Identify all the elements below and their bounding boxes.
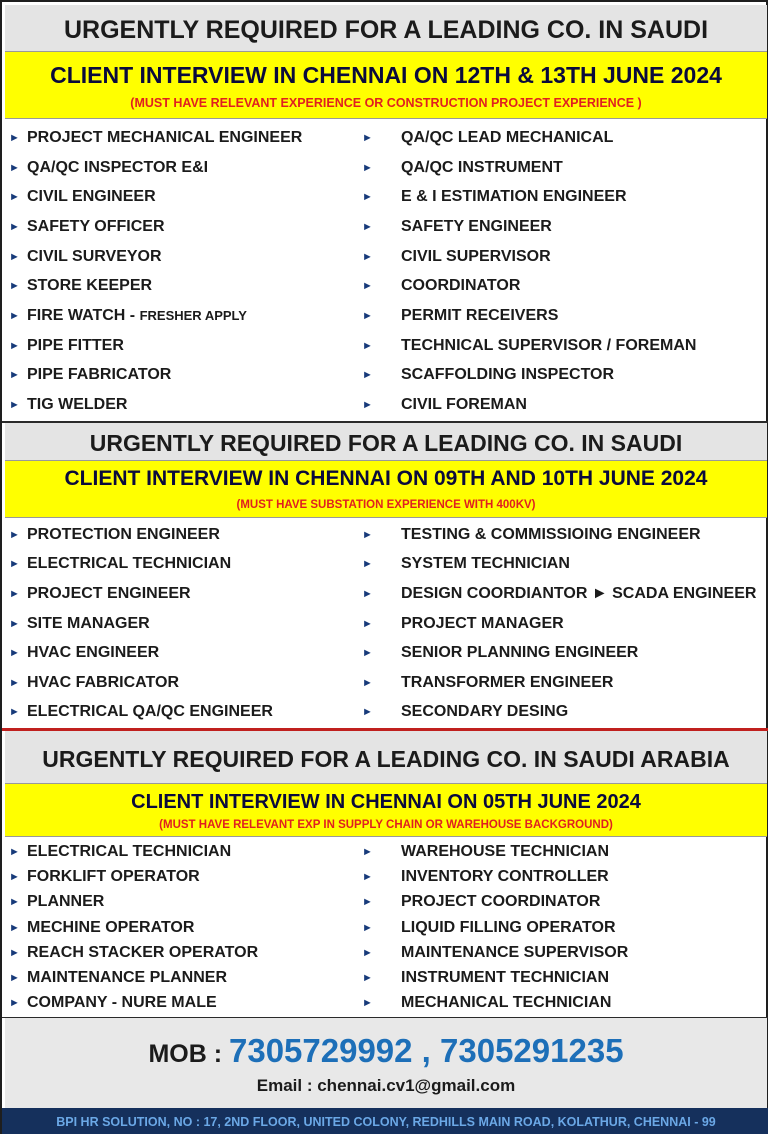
bullet-icon: ► xyxy=(362,706,373,719)
requirement-note: (MUST HAVE RELEVANT EXP IN SUPPLY CHAIN OR WAREHOUSE BACKGROUND) xyxy=(159,819,613,831)
job-item: ► REACH STACKER OPERATOR xyxy=(9,943,259,961)
bullet-icon: ► xyxy=(362,399,373,412)
job-item: ► MAINTENANCE SUPERVISOR xyxy=(362,943,629,961)
bullet-icon: ► xyxy=(9,399,20,412)
bullet-icon: ► xyxy=(9,997,20,1010)
bullet-icon: ► xyxy=(9,220,20,233)
interview-banner xyxy=(5,51,767,119)
bullet-icon: ► xyxy=(362,845,373,858)
bullet-icon: ► xyxy=(362,587,373,600)
job-item: ► PROJECT MECHANICAL ENGINEER xyxy=(9,128,303,146)
bullet-icon: ► xyxy=(362,997,373,1010)
job-item: ► E & I ESTIMATION ENGINEER xyxy=(362,188,627,206)
job-item: ► QA/QC INSPECTOR E&I xyxy=(9,158,209,176)
bullet-icon: ► xyxy=(362,131,373,144)
job-item: ► PIPE FITTER xyxy=(9,336,124,354)
bullet-icon: ► xyxy=(9,309,20,322)
job-item: ► COORDINATOR xyxy=(362,277,521,295)
bullet-icon: ► xyxy=(9,369,20,382)
job-item: ► QA/QC LEAD MECHANICAL xyxy=(362,128,614,146)
bullet-icon: ► xyxy=(362,528,373,541)
bullet-icon: ► xyxy=(362,369,373,382)
mobile-numbers[interactable]: 7305729992 , 7305291235 xyxy=(228,1032,624,1069)
job-item: ► HVAC ENGINEER xyxy=(9,644,160,662)
bullet-icon: ► xyxy=(362,921,373,934)
job-column-right xyxy=(362,520,767,727)
job-item: ► DESIGN COORDIANTOR ► SCADA ENGINEER xyxy=(362,584,757,602)
job-item: ► INVENTORY CONTROLLER xyxy=(362,867,609,885)
job-item: ► TECHNICAL SUPERVISOR / FOREMAN xyxy=(362,336,697,354)
job-list xyxy=(5,518,767,726)
fresher-apply-note: FRESHER APPLY xyxy=(139,308,247,324)
job-item: ► CIVIL SUPERVISOR xyxy=(362,247,551,265)
job-item: ► SAFETY OFFICER xyxy=(9,217,165,235)
job-item: ► MECHINE OPERATOR xyxy=(9,918,195,936)
interview-date: CLIENT INTERVIEW IN CHENNAI ON 05TH JUNE 2024 xyxy=(131,791,641,813)
job-item: ► PROJECT MANAGER xyxy=(362,614,564,632)
bullet-icon: ► xyxy=(9,587,20,600)
mobile-label: MOB : xyxy=(148,1040,229,1068)
bullet-icon: ► xyxy=(9,617,20,630)
section-saudi-2 xyxy=(5,423,767,728)
bullet-icon: ► xyxy=(9,706,20,719)
interview-date: CLIENT INTERVIEW IN CHENNAI ON 12TH & 13TH JUNE 2024 xyxy=(50,62,722,88)
requirement-note: (MUST HAVE RELEVANT EXPERIENCE OR CONSTRUCTION PROJECT EXPERIENCE ) xyxy=(130,96,642,110)
section-title: URGENTLY REQUIRED FOR A LEADING CO. IN SAUDI ARABIA xyxy=(5,731,767,783)
bullet-icon: ► xyxy=(9,131,20,144)
bullet-icon: ► xyxy=(362,972,373,985)
bullet-icon: ► xyxy=(9,191,20,204)
job-list xyxy=(5,837,767,1015)
job-item: ► SCAFFOLDING INSPECTOR xyxy=(362,366,615,384)
interview-banner xyxy=(5,460,767,518)
job-item: ► STORE KEEPER xyxy=(9,277,153,295)
job-item: ► QA/QC INSTRUMENT xyxy=(362,158,563,176)
job-item: ► CIVIL ENGINEER xyxy=(9,188,156,206)
job-item: ► PIPE FABRICATOR xyxy=(9,366,172,384)
interview-date: CLIENT INTERVIEW IN CHENNAI ON 09TH AND 10TH JUNE 2024 xyxy=(64,467,708,490)
bullet-icon: ► xyxy=(362,250,373,263)
job-item: ► MAINTENANCE PLANNER xyxy=(9,969,227,987)
job-list xyxy=(5,119,767,417)
section-title: URGENTLY REQUIRED FOR A LEADING CO. IN SAUDI xyxy=(5,5,767,51)
bullet-icon: ► xyxy=(9,870,20,883)
job-item: ► TRANSFORMER ENGINEER xyxy=(362,673,614,691)
bullet-icon: ► xyxy=(9,558,20,571)
job-item: ► SECONDARY DESING xyxy=(362,703,569,721)
interview-banner xyxy=(5,783,767,837)
job-item: ► ELECTRICAL TECHNICIAN xyxy=(9,842,232,860)
contact-block xyxy=(5,1018,767,1108)
bullet-icon: ► xyxy=(9,845,20,858)
bullet-icon: ► xyxy=(9,921,20,934)
job-item: ► SENIOR PLANNING ENGINEER xyxy=(362,644,639,662)
bullet-icon: ► xyxy=(362,339,373,352)
job-item: ► FORKLIFT OPERATOR xyxy=(9,867,200,885)
bullet-icon: ► xyxy=(362,280,373,293)
job-item: ► PROJECT COORDINATOR xyxy=(362,893,601,911)
job-column-left xyxy=(9,839,359,1016)
requirement-note: (MUST HAVE SUBSTATION EXPERIENCE WITH 400KV) xyxy=(236,499,536,511)
job-item: ► WAREHOUSE TECHNICIAN xyxy=(362,842,610,860)
bullet-icon: ► xyxy=(362,896,373,909)
job-column-left xyxy=(9,520,359,727)
bullet-icon: ► xyxy=(9,528,20,541)
bullet-icon: ► xyxy=(362,946,373,959)
bullet-icon: ► xyxy=(9,946,20,959)
bullet-icon: ► xyxy=(362,309,373,322)
bullet-icon: ► xyxy=(362,617,373,630)
job-item: ► COMPANY - NURE MALE xyxy=(9,994,217,1012)
job-item: ► CIVIL FOREMAN xyxy=(362,396,527,414)
bullet-icon: ► xyxy=(9,250,20,263)
job-item: ► MECHANICAL TECHNICIAN xyxy=(362,994,612,1012)
job-item: ► LIQUID FILLING OPERATOR xyxy=(362,918,616,936)
job-item: ► HVAC FABRICATOR xyxy=(9,673,179,691)
bullet-icon: ► xyxy=(9,896,20,909)
bullet-icon: ► xyxy=(362,220,373,233)
bullet-icon: ► xyxy=(362,161,373,174)
job-item: ► SYSTEM TECHNICIAN xyxy=(362,555,570,573)
section-title: URGENTLY REQUIRED FOR A LEADING CO. IN SAUDI xyxy=(5,423,767,460)
job-item: ► TIG WELDER xyxy=(9,396,128,414)
job-item: ► INSTRUMENT TECHNICIAN xyxy=(362,969,609,987)
job-item: ► FIRE WATCH - FRESHER APPLY xyxy=(9,306,247,324)
bullet-icon: ► xyxy=(9,647,20,660)
job-item: ► PROJECT ENGINEER xyxy=(9,584,191,602)
section-saudi-arabia xyxy=(5,731,767,1017)
job-item: ► PLANNER xyxy=(9,893,105,911)
bullet-icon: ► xyxy=(362,191,373,204)
job-item: ► SITE MANAGER xyxy=(9,614,150,632)
bullet-icon: ► xyxy=(9,339,20,352)
job-column-left xyxy=(9,123,359,420)
job-item: ► TESTING & COMMISSIOING ENGINEER xyxy=(362,525,701,543)
job-item: ► SAFETY ENGINEER xyxy=(362,217,552,235)
job-item: ► PROTECTION ENGINEER xyxy=(9,525,220,543)
job-item: ► ELECTRICAL QA/QC ENGINEER xyxy=(9,703,273,721)
bullet-icon: ► xyxy=(362,647,373,660)
bullet-icon: ► xyxy=(9,280,20,293)
section-saudi-1 xyxy=(5,5,767,421)
bullet-icon: ► xyxy=(362,558,373,571)
bullet-icon: ► xyxy=(9,972,20,985)
job-column-right xyxy=(362,839,767,1016)
mobile-line xyxy=(5,1018,767,1070)
job-item: ► ELECTRICAL TECHNICIAN xyxy=(9,555,232,573)
bullet-icon: ► xyxy=(9,161,20,174)
bullet-icon: ► xyxy=(362,870,373,883)
company-address-footer: BPI HR SOLUTION, NO : 17, 2ND FLOOR, UNITED COLONY, REDHILLS MAIN ROAD, KOLATHUR, CHENNAI - 99 xyxy=(2,1108,768,1134)
bullet-icon: ► xyxy=(9,676,20,689)
bullet-icon: ► xyxy=(362,676,373,689)
email-address[interactable]: Email : chennai.cv1@gmail.com xyxy=(256,1076,516,1095)
job-item: ► CIVIL SURVEYOR xyxy=(9,247,162,265)
job-column-right xyxy=(362,123,767,420)
job-item: ► PERMIT RECEIVERS xyxy=(362,306,559,324)
